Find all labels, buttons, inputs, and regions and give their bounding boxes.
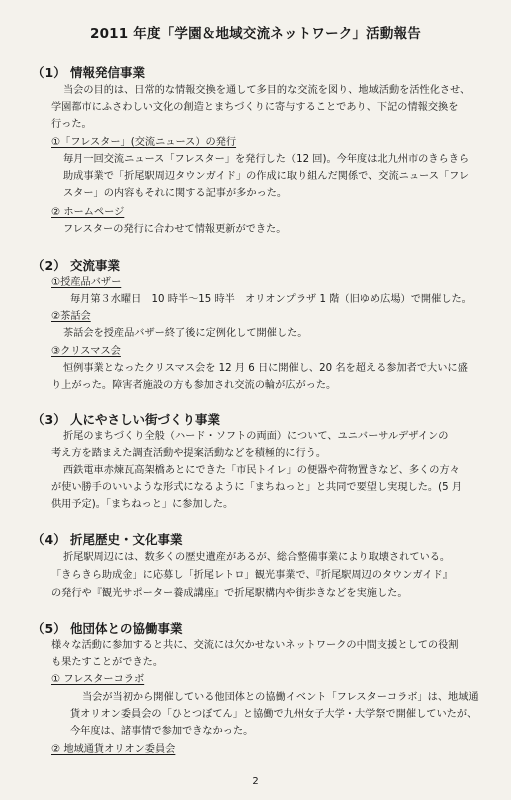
section-3-text-line: 西鉄電車赤煉瓦高架橋あとにできた「市民トイレ」の便器や荷物置きなど、多くの方々	[63, 465, 460, 476]
section-heading-4: （4） 折尾歴史・文化事業	[32, 532, 183, 547]
subsection-text-line: フレスターの発行に合わせて情報更新ができた。	[63, 224, 287, 235]
section-1-intro-line: 当会の目的は、日常的な情報交換を通して多目的な交流を図り、地域活動を活性化させ、	[63, 85, 471, 96]
subsection-label-tea: ②茶話会	[51, 311, 91, 322]
subsection-text-line: 貨オリオン委員会の「ひとつぼてん」と協働で九州女子大学・大学祭で開催していたが、	[70, 709, 478, 720]
section-3-text-line: 折尾のまちづくり全般（ハード・ソフトの両面）について、ユニバーサルデザインの	[63, 431, 449, 442]
section-4-text-line: 「きらきら助成金」に応募し「折尾レトロ」観光事業で、『折尾駅周辺のタウンガイド』	[51, 570, 453, 581]
subsection-text-line: 毎月一回交流ニュース「フレスター」を発行した（12 回)。今年度は北九州市のきらきら	[63, 154, 470, 165]
section-3-text-line: が使い勝手のいいような形式になるように「まちねっと」と共同で要望し実現した。(5 月	[51, 482, 463, 493]
subsection-text-line: スター」の内容もそれに関する記事が多かった。	[63, 188, 288, 199]
subsection-label-homepage: ② ホームページ	[51, 207, 125, 218]
section-3-text-line: 供用予定)。「まちねっと」に参加した。	[51, 499, 234, 510]
subsection-text-line: り上がった。障害者施設の方も参加され交流の輪が広がった。	[51, 380, 337, 391]
section-heading-1: （1） 情報発信事業	[32, 65, 146, 80]
subsection-label-christmas: ③クリスマス会	[51, 346, 121, 357]
subsection-label-bazaar: ①授産品バザー	[51, 277, 122, 288]
subsection-label-collab: ① フレスターコラボ	[51, 674, 145, 685]
section-4-text-line: の発行や『観光サポーター養成講座』で折尾駅構内や街歩きなどを実施した。	[51, 588, 408, 599]
section-5-text-line: も果たすことができた。	[51, 657, 164, 668]
section-5-text-line: 様々な活動に参加すると共に、交流には欠かせないネットワークの中間支援としての役割	[51, 640, 459, 651]
section-heading-2: （2） 交流事業	[32, 258, 121, 273]
subsection-text-line: 恒例事業となったクリスマス会を 12 月 6 日に開催し、20 名を超える参加者で大いに盛	[63, 363, 468, 374]
subsection-label-orion: ② 地域通貨オリオン委員会	[51, 744, 176, 755]
page-title: 2011 年度「学園＆地域交流ネットワーク」活動報告	[90, 26, 421, 42]
subsection-text-line: 今年度は、諸事情で参加できなかった。	[70, 726, 254, 737]
section-4-text-line: 折尾駅周辺には、数多くの歴史遺産があるが、総合整備事業により取壊されている。	[63, 552, 451, 563]
section-1-intro-line: 学園都市にふさわしい文化の創造とまちづくりに寄与することであり、下記の情報交換を	[51, 102, 459, 113]
section-heading-3: （3） 人にやさしい街づくり事業	[32, 412, 221, 427]
subsection-text-line: 当会が当初から開催している他団体との協働イベント「フレスターコラボ」は、地域通	[82, 692, 479, 703]
subsection-text-line: 茶話会を授産品バザー終了後に定例化して開催した。	[63, 328, 308, 339]
subsection-label-flesta: ①「フレスター」(交流ニュース）の発行	[51, 137, 237, 148]
section-1-intro-line: 行った。	[51, 119, 92, 130]
section-heading-5: （5） 他団体との協働事業	[32, 621, 183, 636]
subsection-text-line: 助成事業で「折尾駅周辺タウンガイド」の作成に取り組んだ関係で、交流ニュース「フレ	[63, 171, 470, 182]
subsection-text-line: 毎月第３水曜日 10 時半～15 時半 オリオンプラザ 1 階（旧ゆめ広場）で開催した。	[70, 294, 472, 305]
page-number: 2	[252, 776, 259, 787]
section-3-text-line: 考え方を踏まえた調査活動や提案活動などを積極的に行う。	[51, 448, 327, 459]
